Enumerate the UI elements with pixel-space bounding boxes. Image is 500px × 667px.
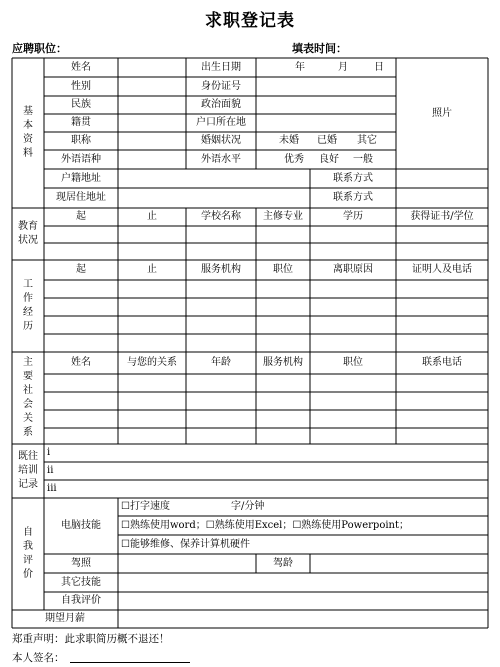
edu-header-from: 起 — [76, 211, 86, 222]
education-section: 教育 状况 — [18, 221, 38, 246]
birth-month-unit: 月 — [338, 61, 348, 73]
form-title: 求职登记表 — [205, 11, 295, 31]
hukou-place-label: 户口所在地 — [196, 117, 246, 128]
training-row-1[interactable]: i — [47, 447, 51, 458]
rel-header-name: 姓名 — [71, 357, 91, 368]
birth-date-label: 出生日期 — [201, 61, 241, 73]
training-section: 既往 培训 记录 — [18, 451, 38, 490]
other-skills-label: 其它技能 — [61, 576, 101, 588]
work-header-from: 起 — [76, 264, 86, 275]
native-place-label: 籍贯 — [71, 117, 91, 128]
ethnicity-label: 民族 — [71, 99, 91, 110]
office-skills-checkboxes[interactable]: ☐熟练使用word；☐熟练使用Excel；☐熟练使用Powerpoint； — [121, 519, 409, 531]
edu-header-to: 止 — [147, 211, 157, 222]
name-label: 姓名 — [71, 61, 91, 73]
rel-header-relationship: 与您的关系 — [127, 357, 177, 368]
rel-header-organization: 服务机构 — [263, 357, 303, 368]
self-evaluation-label: 自我评价 — [61, 595, 101, 606]
gender-label: 性别 — [71, 80, 91, 92]
basic-info-section: 基 本 资 料 — [23, 106, 33, 159]
current-address-label: 现居住地址 — [56, 192, 106, 203]
work-header-to: 止 — [147, 264, 157, 275]
expected-salary-label: 期望月薪 — [45, 613, 85, 624]
training-row-2[interactable]: ii — [47, 465, 54, 476]
language-level-label: 外语水平 — [201, 153, 241, 165]
foreign-language-label: 外语语种 — [61, 153, 101, 165]
name-field[interactable] — [118, 58, 186, 77]
birth-year-unit: 年 — [295, 61, 305, 73]
level-option-fair[interactable]: 一般 — [353, 153, 373, 165]
edu-header-major: 主修专业 — [263, 211, 303, 222]
rel-header-position: 职位 — [343, 357, 363, 368]
edu-header-school: 学校名称 — [201, 211, 241, 222]
work-header-reason: 离职原因 — [333, 264, 373, 275]
birth-day-unit: 日 — [374, 61, 384, 73]
work-header-position: 职位 — [273, 264, 293, 275]
edu-header-certificate: 获得证书/学位 — [410, 211, 474, 222]
driving-license-label: 驾照 — [71, 557, 91, 569]
typing-speed-checkbox[interactable]: ☐打字速度 — [121, 501, 170, 512]
signature-label: 本人签名： — [12, 652, 65, 664]
contact-label-2: 联系方式 — [333, 192, 373, 203]
id-number-label: 身份证号 — [201, 80, 241, 92]
marital-option-single[interactable]: 未婚 — [279, 135, 299, 146]
signature-line[interactable] — [70, 662, 190, 663]
edu-header-degree: 学历 — [343, 211, 363, 222]
driving-years-label: 驾龄 — [273, 557, 293, 569]
work-header-reference: 证明人及电话 — [412, 264, 472, 275]
hukou-address-label: 户籍地址 — [61, 172, 101, 184]
training-row-3[interactable]: iii — [47, 483, 57, 494]
marital-option-married[interactable]: 已婚 — [317, 135, 337, 146]
hardware-repair-checkbox[interactable]: ☐能够维修、保养计算机硬件 — [121, 538, 250, 550]
typing-speed-unit: 字/分钟 — [231, 501, 265, 512]
fill-date-label: 填表时间： — [292, 42, 347, 55]
rel-header-phone: 联系电话 — [422, 357, 462, 368]
contact-label-1: 联系方式 — [333, 172, 373, 184]
position-applied-label: 应聘职位： — [12, 42, 67, 55]
work-header-organization: 服务机构 — [201, 264, 241, 275]
social-relations-section: 主 要 社 会 关 系 — [23, 357, 33, 438]
level-option-good[interactable]: 良好 — [319, 153, 339, 165]
marital-option-other[interactable]: 其它 — [357, 135, 377, 146]
statement-text: 郑重声明：此求职简历概不退还！ — [12, 633, 170, 645]
computer-skills-label: 电脑技能 — [61, 520, 101, 531]
job-title-label: 职称 — [71, 135, 91, 146]
self-evaluation-section: 自 我 评 价 — [23, 527, 33, 580]
political-status-label: 政治面貌 — [201, 99, 241, 110]
rel-header-age: 年龄 — [211, 357, 231, 368]
level-option-excellent[interactable]: 优秀 — [284, 153, 304, 165]
photo-box[interactable]: 照片 — [432, 107, 452, 119]
work-experience-section: 工 作 经 历 — [23, 279, 33, 332]
marital-status-label: 婚姻状况 — [201, 135, 241, 146]
